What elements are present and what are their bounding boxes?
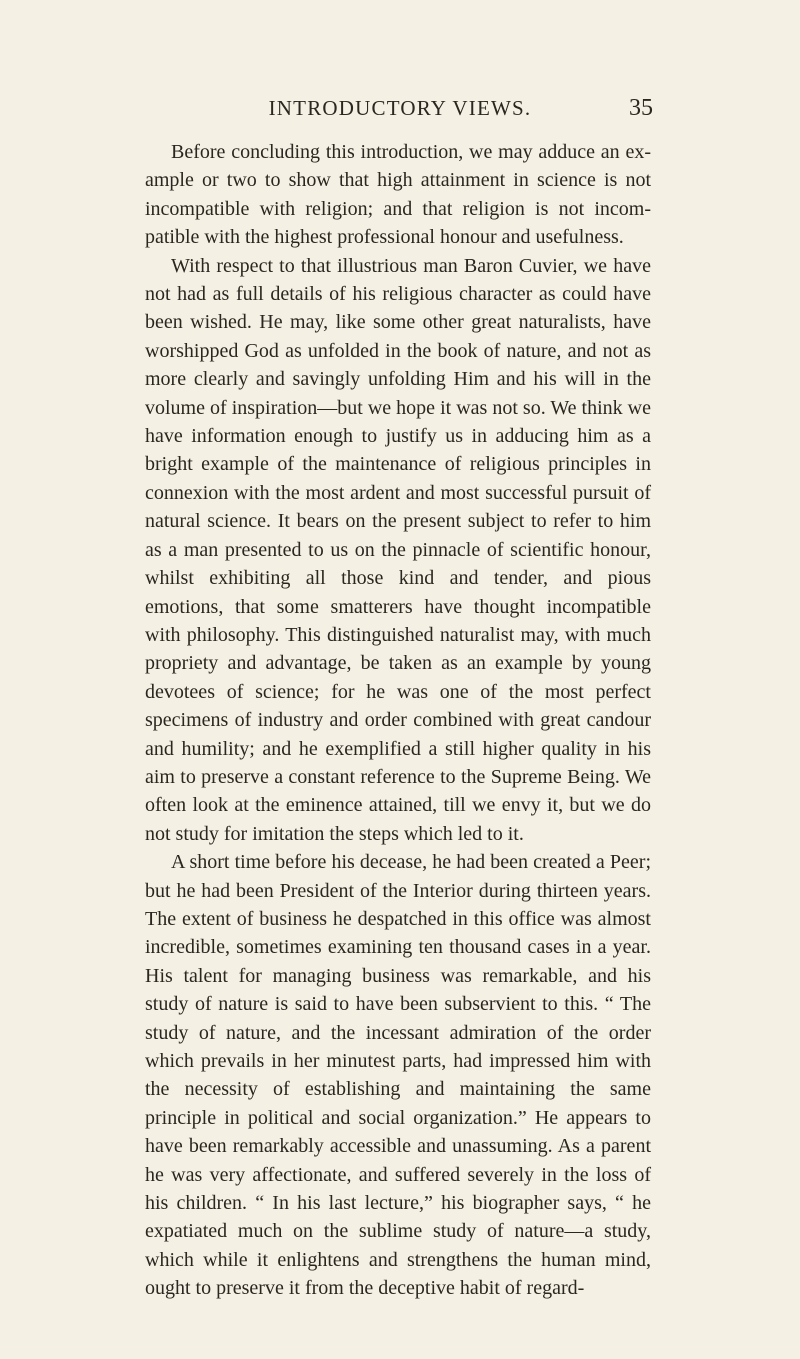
page-number: 35: [629, 95, 653, 121]
paragraph-cuvier-religion: With respect to that illustrious man Baron Cuvier, we have not had as full details of his religious character as could have been wished. He may, like some other great naturalists, have worshipped God as unfolded in the book of nature, and not as more clearly and savingly unfolding Him and his will in the volume of inspiration—but we hope it was not so. We think we have information enough to justify us in adducing him as a bright example of the maintenance of religious principles in connexion with the most ardent and most successful pursuit of natural science. It bears on the present subject to refer to him as a man presented to us on the pinnacle of scientific honour, whilst exhibiting all those kind and tender, and pious emotions, that some smatterers have thought incompatible with philosophy. This distinguished naturalist may, with much propriety and advantage, be taken as an example by young devotees of science; for he was one of the most perfect specimens of industry and order combined with great candour and humility; and he exemplified a still higher quality in his aim to preserve a constant reference to the Supreme Being. We often look at the eminence attained, till we envy it, but we do not study for imitation the steps which led to it.: [145, 254, 651, 845]
paragraph-introduction: Before concluding this introduction, we may adduce an example or two to show that high attainment in science is not incompatible with religion; and that religion is not incompatible with the highest professional honour and usefulness.: [145, 141, 651, 249]
running-head: [0, 88, 800, 128]
paragraph-cuvier-career: A short time before his decease, he had been created a Peer; but he had been President of the Interior during thirteen years. The extent of business he despatched in this office was almost incredible, sometimes examining ten thousand cases in a year. His talent for managing business was remarkable, and his study of nature is said to have been subservient to this. “ The study of nature, and the incessant admiration of the order which prevails in her minutest parts, had impressed him with the necessity of establishing and maintaining the same principle in political and social organization.” He appears to have been remarkably accessible and unassuming. As a parent he was very affectionate, and suffered severely in the loss of his children. “ In his last lecture,” his biographer says, “ he expatiated much on the sublime study of nature—a study, which while it enlightens and strengthens the human mind, ought to preserve it from the deceptive habit of regard-: [145, 851, 651, 1300]
running-title: INTRODUCTORY VIEWS.: [268, 96, 532, 120]
body-text: [145, 138, 651, 1303]
